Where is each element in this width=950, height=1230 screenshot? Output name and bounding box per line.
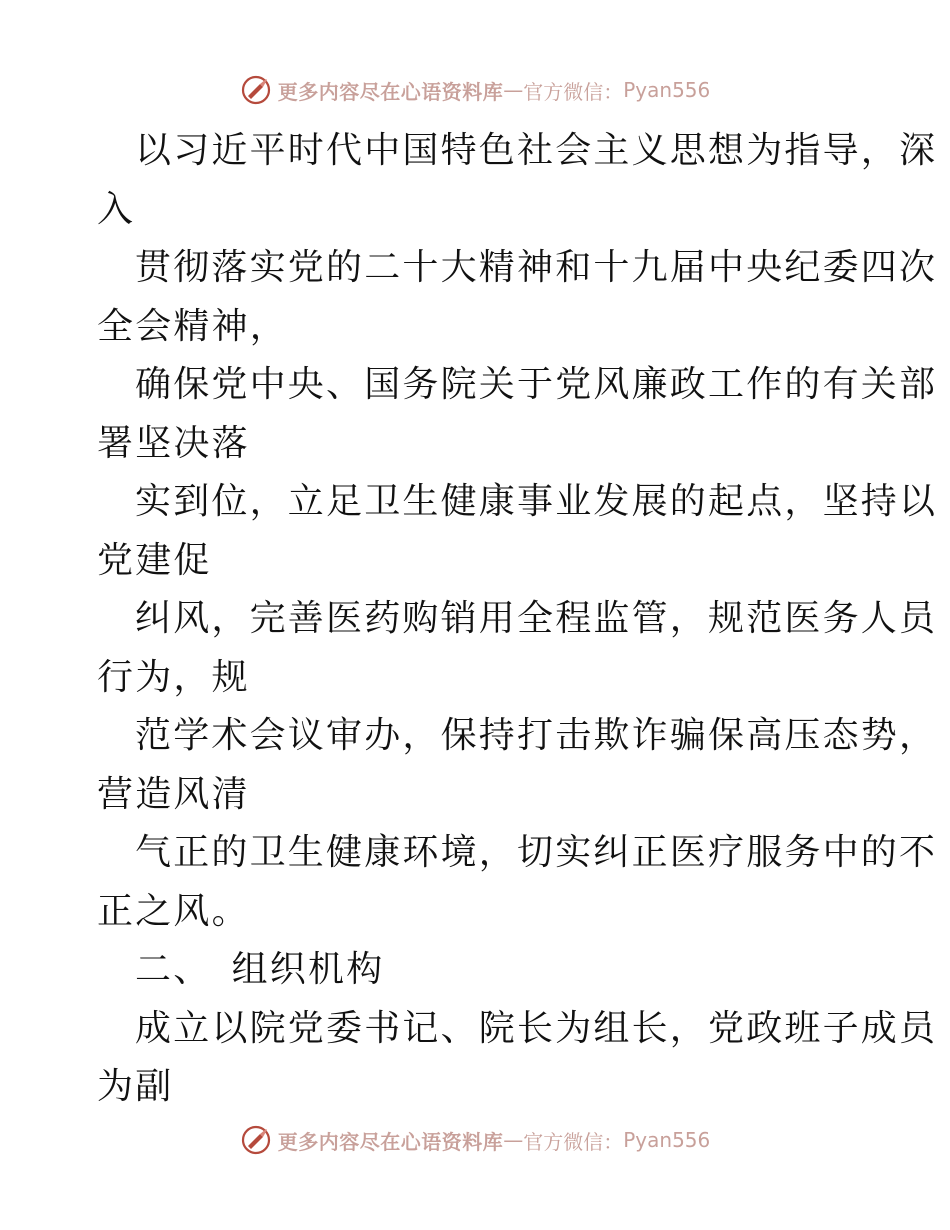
quill-pen-circle-icon: [240, 1124, 272, 1156]
body-line: 贯彻落实党的二十大精神和十九届中央纪委四次: [135, 247, 938, 288]
watermark-site-text: 更多内容尽在心语资料库: [277, 1129, 504, 1154]
body-line: 入: [97, 188, 136, 230]
quill-pen-circle-icon: [240, 74, 272, 106]
body-line: 全会精神，: [97, 305, 289, 347]
footer-watermark: [0, 1122, 950, 1158]
body-line: 气正的卫生健康环境，切实纠正医疗服务中的不: [135, 832, 938, 873]
watermark-wechat-id: Pyan556: [623, 1128, 711, 1152]
body-line: 实到位，立足卫生健康事业发展的起点，坚持以: [135, 481, 938, 522]
body-line: 以习近平时代中国特色社会主义思想为指导，深: [135, 130, 938, 171]
watermark-separator: —: [503, 78, 524, 102]
body-line: 党建促: [97, 539, 212, 581]
body-line: 正之风。: [97, 890, 250, 932]
body-line: 署坚决落: [97, 422, 250, 464]
body-line: 确保党中央、国务院关于党风廉政工作的有关部: [135, 364, 938, 405]
watermark-site-text: 更多内容尽在心语资料库: [277, 79, 504, 104]
body-line: 成立以院党委书记、院长为组长，党政班子成员: [135, 1007, 938, 1049]
watermark-separator: —: [503, 1128, 524, 1152]
watermark-wechat-label: 官方微信：: [523, 1129, 624, 1154]
section-heading: 二、 组织机构: [135, 949, 385, 990]
watermark-wechat-label: 官方微信：: [523, 79, 624, 104]
body-line: 范学术会议审办，保持打击欺诈骗保高压态势，: [135, 715, 938, 756]
document-body: [97, 122, 938, 1117]
body-line: 营造风清: [97, 773, 250, 815]
body-line: 为副: [97, 1066, 174, 1107]
body-line: 纠风，完善医药购销用全程监管，规范医务人员: [135, 598, 938, 639]
body-line: 行为，规: [97, 656, 250, 698]
watermark-wechat-id: Pyan556: [623, 78, 711, 102]
header-watermark: [0, 72, 950, 108]
